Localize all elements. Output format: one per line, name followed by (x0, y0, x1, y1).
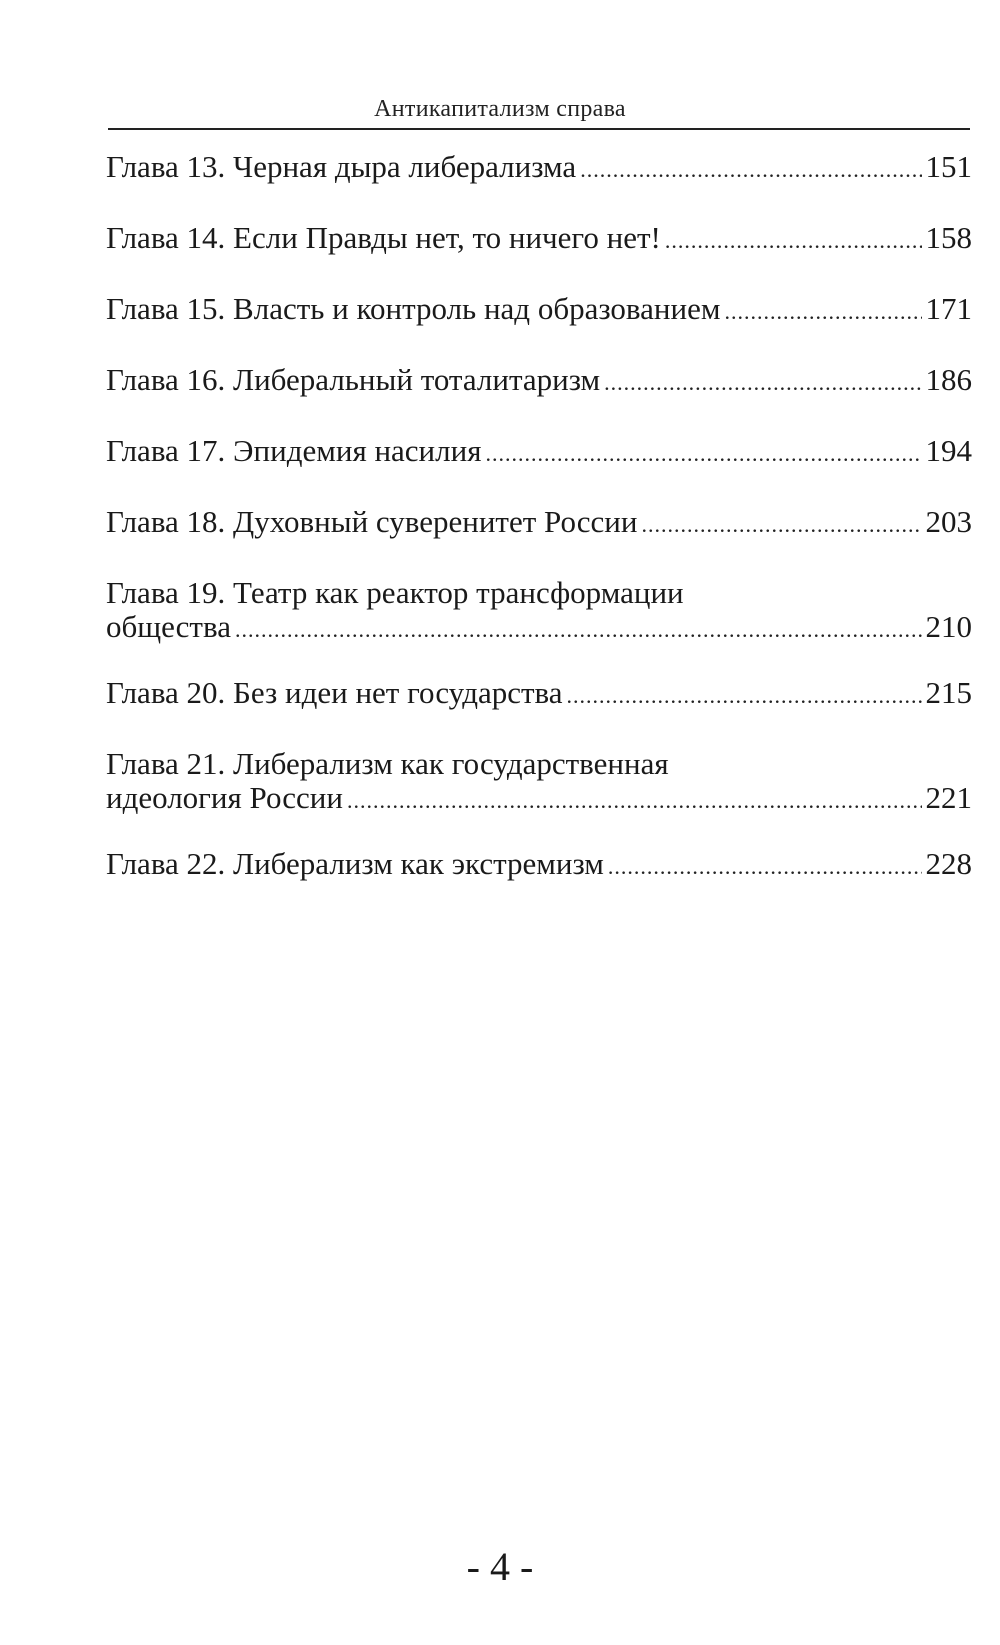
toc-entry-title: Глава 22. Либерализм как экстремизм (106, 846, 604, 881)
toc-entry-page: 151 (925, 149, 972, 184)
toc-entry (106, 221, 972, 255)
toc-entry-title: Глава 20. Без идеи нет государства (106, 675, 563, 710)
toc-entry (106, 676, 972, 710)
toc-line (106, 847, 972, 881)
toc-entry-page: 158 (925, 220, 972, 255)
toc-entry-title: Глава 17. Эпидемия насилия (106, 433, 482, 468)
toc-leader-dots (641, 508, 921, 542)
toc-entry-title: Глава 16. Либеральный тоталитаризм (106, 362, 601, 397)
table-of-contents (106, 150, 972, 918)
toc-line (106, 747, 972, 781)
toc-entry-title: Глава 14. Если Правды нет, то ничего нет! (106, 220, 661, 255)
toc-line (106, 676, 972, 710)
toc-entry (106, 576, 972, 644)
toc-leader-dots (347, 784, 922, 818)
toc-leader-dots (567, 679, 922, 713)
toc-entry (106, 292, 972, 326)
toc-leader-dots (485, 437, 921, 471)
toc-entry-page: 210 (925, 609, 972, 644)
toc-line (106, 610, 972, 644)
toc-entry-page: 228 (925, 846, 972, 881)
running-header: Антикапитализм справа (374, 96, 626, 122)
toc-entry (106, 505, 972, 539)
header-rule (108, 128, 970, 130)
toc-entry-title: Глава 13. Черная дыра либерализма (106, 149, 577, 184)
toc-entry-page: 186 (925, 362, 972, 397)
toc-leader-dots (235, 613, 922, 647)
toc-line (106, 292, 972, 326)
toc-line (106, 781, 972, 815)
toc-line (106, 576, 972, 610)
page-number: - 4 - (466, 1544, 534, 1589)
toc-line (106, 434, 972, 468)
toc-leader-dots (724, 295, 921, 329)
toc-entry (106, 847, 972, 881)
toc-leader-dots (665, 224, 922, 258)
toc-leader-dots (580, 153, 921, 187)
toc-line (106, 505, 972, 539)
toc-entry-title: Глава 15. Власть и контроль над образованием (106, 291, 721, 326)
toc-entry-title: Глава 21. Либерализм как государственная (106, 746, 669, 781)
toc-entry-title: Глава 19. Театр как реактор трансформации (106, 575, 684, 610)
toc-entry-page: 215 (925, 675, 972, 710)
toc-entry-title-continued: идеология России (106, 780, 343, 815)
toc-entry (106, 434, 972, 468)
toc-entry-page: 221 (925, 780, 972, 815)
toc-line (106, 150, 972, 184)
toc-entry (106, 363, 972, 397)
toc-leader-dots (604, 366, 921, 400)
toc-entry-title-continued: общества (106, 609, 231, 644)
toc-entry-title: Глава 18. Духовный суверенитет России (106, 504, 638, 539)
toc-entry-page: 171 (925, 291, 972, 326)
toc-entry-page: 194 (925, 433, 972, 468)
toc-leader-dots (608, 850, 922, 884)
toc-entry-page: 203 (925, 504, 972, 539)
toc-entry (106, 747, 972, 815)
toc-line (106, 221, 972, 255)
toc-line (106, 363, 972, 397)
toc-entry (106, 150, 972, 184)
